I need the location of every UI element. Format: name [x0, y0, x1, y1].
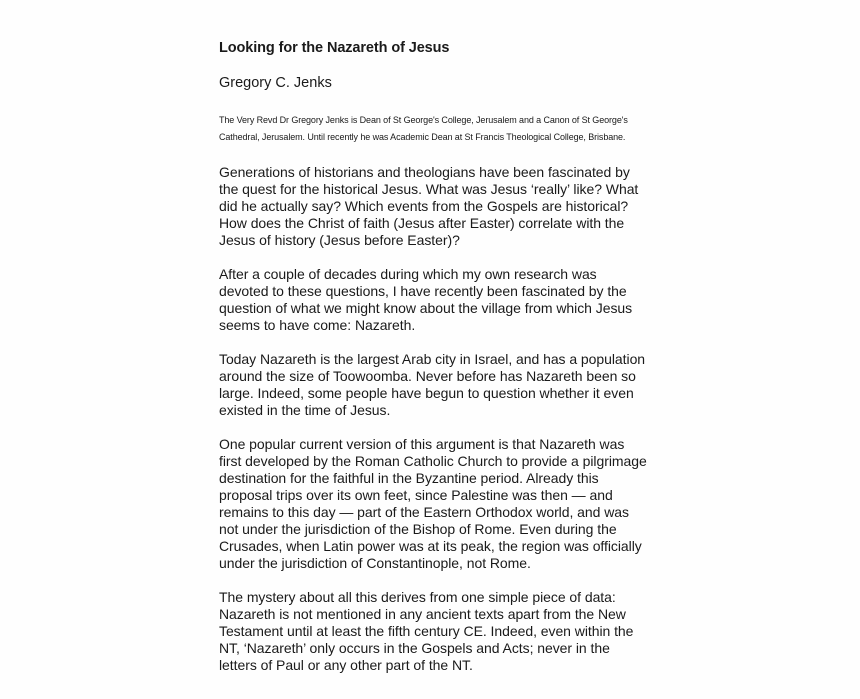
- article-author: Gregory C. Jenks: [219, 75, 332, 91]
- body-paragraph-2: After a couple of decades during which my own research was devoted to these questions, I have recently been fascinated by the question of what we might know about the village from which Jesus seems to have come: Nazareth.: [219, 266, 633, 333]
- author-bio: The Very Revd Dr Gregory Jenks is Dean of St George's College, Jerusalem and a Canon of St George's Cathedral, Jerusalem. Until recently he was Academic Dean at St Francis Theological College, Brisbane.: [219, 115, 628, 142]
- body-paragraph-4: One popular current version of this argument is that Nazareth was first developed by the Roman Catholic Church to provide a pilgrimage destination for the faithful in the Byzantine period. Already this proposal trips over its own feet, since Palestine was then — and remains to this day — part of the Eastern Orthodox world, and was not under the jurisdiction of the Bishop of Rome. Even during the Crusades, when Latin power was at its peak, the region was officially under the jurisdiction of Constantinople, not Rome.: [219, 436, 647, 571]
- article-title: Looking for the Nazareth of Jesus: [219, 40, 450, 56]
- body-paragraph-5: The mystery about all this derives from one simple piece of data: Nazareth is not mentioned in any ancient texts apart from the New Testament until at least the fifth century CE. Indeed, even within the NT, ‘Nazareth’ only occurs in the Gospels and Acts; never in the letters of Paul or any other part of the NT.: [219, 589, 634, 673]
- body-paragraph-3: Today Nazareth is the largest Arab city in Israel, and has a population around the size of Toowoomba. Never before has Nazareth been so large. Indeed, some people have begun to question whether it even existed in the time of Jesus.: [219, 351, 646, 418]
- body-paragraph-1: Generations of historians and theologians have been fascinated by the quest for the historical Jesus. What was Jesus ‘really’ like? What did he actually say? Which events from the Gospels are historical? How does the Christ of faith (Jesus after Easter) correlate with the Jesus of history (Jesus before Easter)?: [219, 164, 639, 248]
